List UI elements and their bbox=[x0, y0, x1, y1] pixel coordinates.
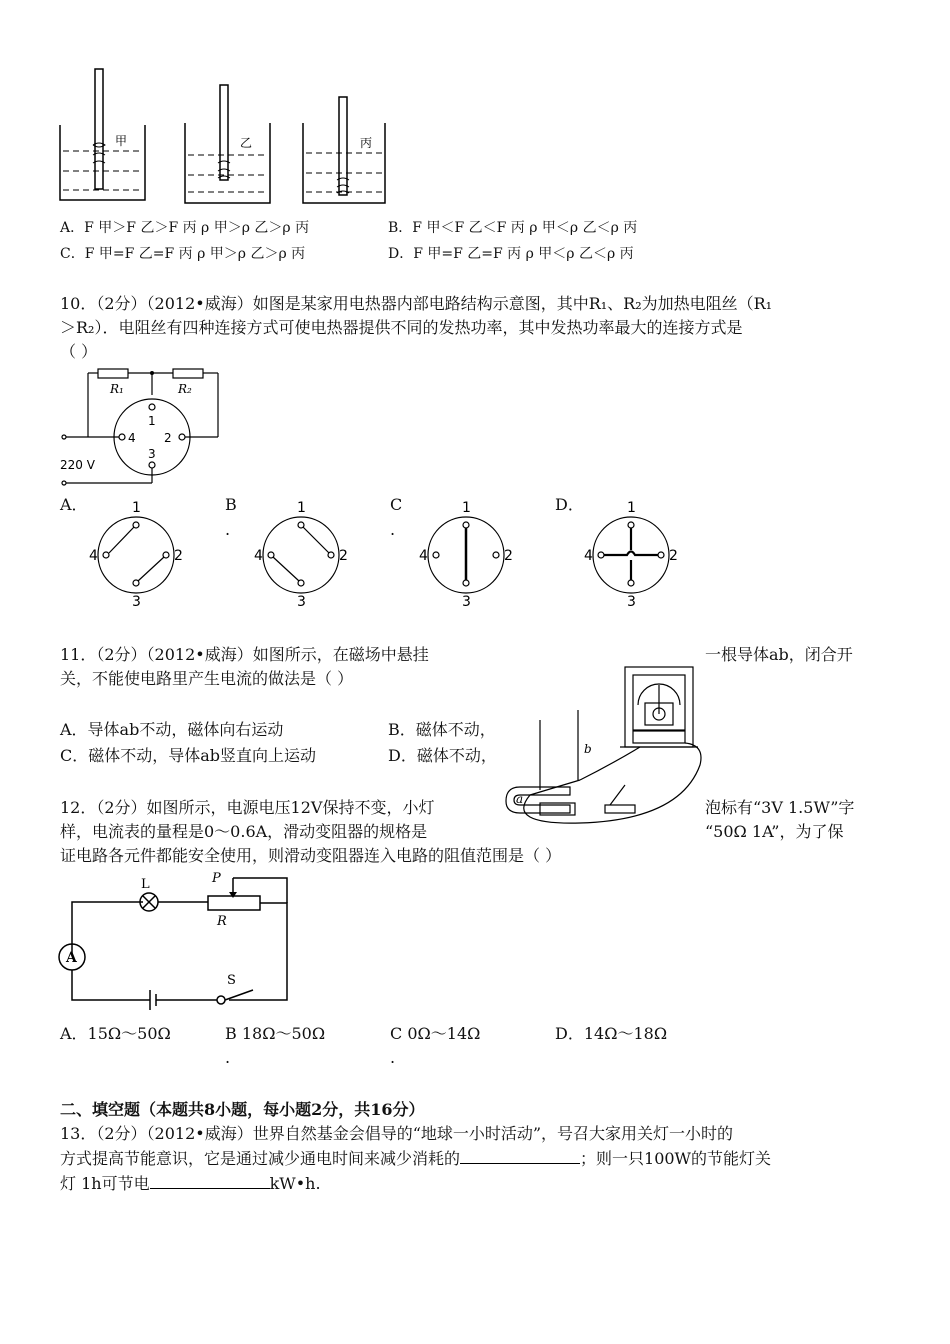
terminal-3-label: 3 bbox=[148, 447, 156, 461]
q10-stem-line1: 10．（2分）（2012•威海）如图是某家用电热器内部电路结构示意图，其中R₁、R₂为加热电阻丝（R₁ bbox=[60, 294, 773, 313]
option-d-term-2: 2 bbox=[669, 548, 678, 564]
option-d-term-1: 1 bbox=[627, 500, 636, 516]
option-a-term-3: 3 bbox=[132, 594, 141, 610]
q10-option-a-figure bbox=[88, 498, 188, 608]
q10-option-b-figure bbox=[253, 498, 353, 608]
beaker-label-1: 甲 bbox=[115, 134, 128, 148]
q13-stem-line1: 13．（2分）（2012•威海）世界自然基金会倡导的“地球一小时活动”，号召大家用关灯一小时的 bbox=[60, 1124, 734, 1143]
q10-option-d-label: D． bbox=[555, 495, 584, 514]
q10-option-b-dot: . bbox=[225, 520, 231, 539]
beaker-label-2: 乙 bbox=[240, 136, 253, 150]
terminal-2-label: 2 bbox=[164, 431, 172, 445]
switch-label: S bbox=[227, 973, 236, 988]
q12-stem-line1a: 12．（2分）如图所示，电源电压12V保持不变，小灯 bbox=[60, 798, 435, 817]
option-b-term-4: 4 bbox=[254, 548, 263, 564]
q11-stem-line2: 关，不能使电路里产生电流的做法是（ ） bbox=[60, 669, 354, 688]
q13-stem-line3 bbox=[60, 1172, 321, 1196]
option-b-term-1: 1 bbox=[297, 500, 306, 516]
conductor-end-b-label: b bbox=[584, 742, 592, 756]
option-b-term-3: 3 bbox=[297, 594, 306, 610]
q11-option-c: C．磁体不动，导体ab竖直向上运动 bbox=[60, 746, 317, 765]
option-b-term-2: 2 bbox=[339, 548, 348, 564]
q13-stem-line2 bbox=[60, 1147, 771, 1171]
resistor-r1-label: R₁ bbox=[110, 382, 124, 396]
q11-magnet-galvanometer-figure bbox=[500, 665, 710, 830]
q12-stem-line2a: 样，电流表的量程是0～0.6A，滑动变阻器的规格是 bbox=[60, 822, 428, 841]
q13-line2-text-a: 方式提高节能意识，它是通过减少通电时间来减少消耗的 bbox=[60, 1149, 461, 1168]
q12-stem-line3: 证电路各元件都能安全使用，则滑动变阻器连入电路的阻值范围是（ ） bbox=[60, 846, 562, 865]
lamp-label: L bbox=[141, 877, 150, 892]
q9-beakers-figure bbox=[55, 65, 385, 210]
option-a-term-2: 2 bbox=[174, 548, 183, 564]
q12-option-b-dot: . bbox=[225, 1048, 231, 1067]
section-2-title: 二、填空题（本题共8小题，每小题2分，共16分） bbox=[60, 1100, 425, 1119]
rheostat-label: R bbox=[217, 914, 227, 929]
option-a-term-1: 1 bbox=[132, 500, 141, 516]
q10-option-c-figure bbox=[418, 498, 518, 608]
q12-option-d: D．14Ω～18Ω bbox=[555, 1024, 668, 1043]
q10-option-c-dot: . bbox=[390, 520, 396, 539]
option-d-term-3: 3 bbox=[627, 594, 636, 610]
q12-option-c: C 0Ω～14Ω bbox=[390, 1024, 481, 1043]
option-c-term-2: 2 bbox=[504, 548, 513, 564]
q13-blank-1[interactable] bbox=[460, 1147, 580, 1164]
q10-stem-line2: ＞R₂）．电阻丝有四种连接方式可使电热器提供不同的发热功率，其中发热功率最大的连接方式是 bbox=[60, 318, 743, 337]
option-c-term-3: 3 bbox=[462, 594, 471, 610]
q9-option-b: B．F 甲＜F 乙＜F 丙 ρ 甲＜ρ 乙＜ρ 丙 bbox=[388, 220, 638, 236]
option-c-term-4: 4 bbox=[419, 548, 428, 564]
q12-stem-line1b: 泡标有“3V 1.5W”字 bbox=[705, 798, 855, 817]
q13-line3-text-a: 灯 1h可节电 bbox=[60, 1174, 150, 1193]
q11-stem-line1a: 11．（2分）（2012•威海）如图所示，在磁场中悬挂 bbox=[60, 645, 429, 664]
q11-option-d: D．磁体不动， bbox=[388, 746, 497, 765]
terminal-1-label: 1 bbox=[148, 414, 156, 428]
q10-option-a-label: A． bbox=[60, 495, 88, 514]
voltage-label: 220 V bbox=[60, 458, 95, 472]
q12-option-b: B 18Ω～50Ω bbox=[225, 1024, 326, 1043]
q12-option-c-dot: . bbox=[390, 1048, 396, 1067]
q11-option-a: A．导体ab不动，磁体向右运动 bbox=[60, 720, 284, 739]
ammeter-label: A bbox=[66, 950, 77, 966]
q9-option-a: A．F 甲＞F 乙＞F 丙 ρ 甲＞ρ 乙＞ρ 丙 bbox=[60, 220, 310, 236]
q11-option-b: B．磁体不动， bbox=[388, 720, 496, 739]
q10-heater-circuit-figure bbox=[58, 365, 228, 490]
q9-option-d: D．F 甲=F 乙=F 丙 ρ 甲＜ρ 乙＜ρ 丙 bbox=[388, 246, 634, 262]
q10-stem-line3: （ ） bbox=[60, 342, 98, 361]
option-d-term-4: 4 bbox=[584, 548, 593, 564]
terminal-4-label: 4 bbox=[128, 431, 136, 445]
q10-option-b-label: B bbox=[225, 495, 237, 514]
slider-p-label: P bbox=[212, 871, 221, 886]
q11-stem-line1b: 一根导体ab，闭合开 bbox=[705, 645, 853, 664]
q12-stem-line2b: “50Ω 1A”，为了保 bbox=[705, 822, 844, 841]
conductor-end-a-label: a bbox=[516, 792, 524, 806]
beaker-label-3: 丙 bbox=[360, 136, 373, 150]
resistor-r2-label: R₂ bbox=[178, 382, 192, 396]
q12-circuit-figure bbox=[55, 870, 295, 1010]
q9-option-c: C．F 甲=F 乙=F 丙 ρ 甲＞ρ 乙＞ρ 丙 bbox=[60, 246, 306, 262]
q10-option-c-label: C bbox=[390, 495, 403, 514]
q13-blank-2[interactable] bbox=[150, 1172, 270, 1189]
q10-option-d-figure bbox=[583, 498, 683, 608]
q12-option-a: A．15Ω～50Ω bbox=[60, 1024, 171, 1043]
option-a-term-4: 4 bbox=[89, 548, 98, 564]
option-c-term-1: 1 bbox=[462, 500, 471, 516]
q13-line3-text-b: kW•h. bbox=[269, 1174, 321, 1193]
q13-line2-text-b: ；则一只100W的节能灯关 bbox=[580, 1149, 772, 1168]
